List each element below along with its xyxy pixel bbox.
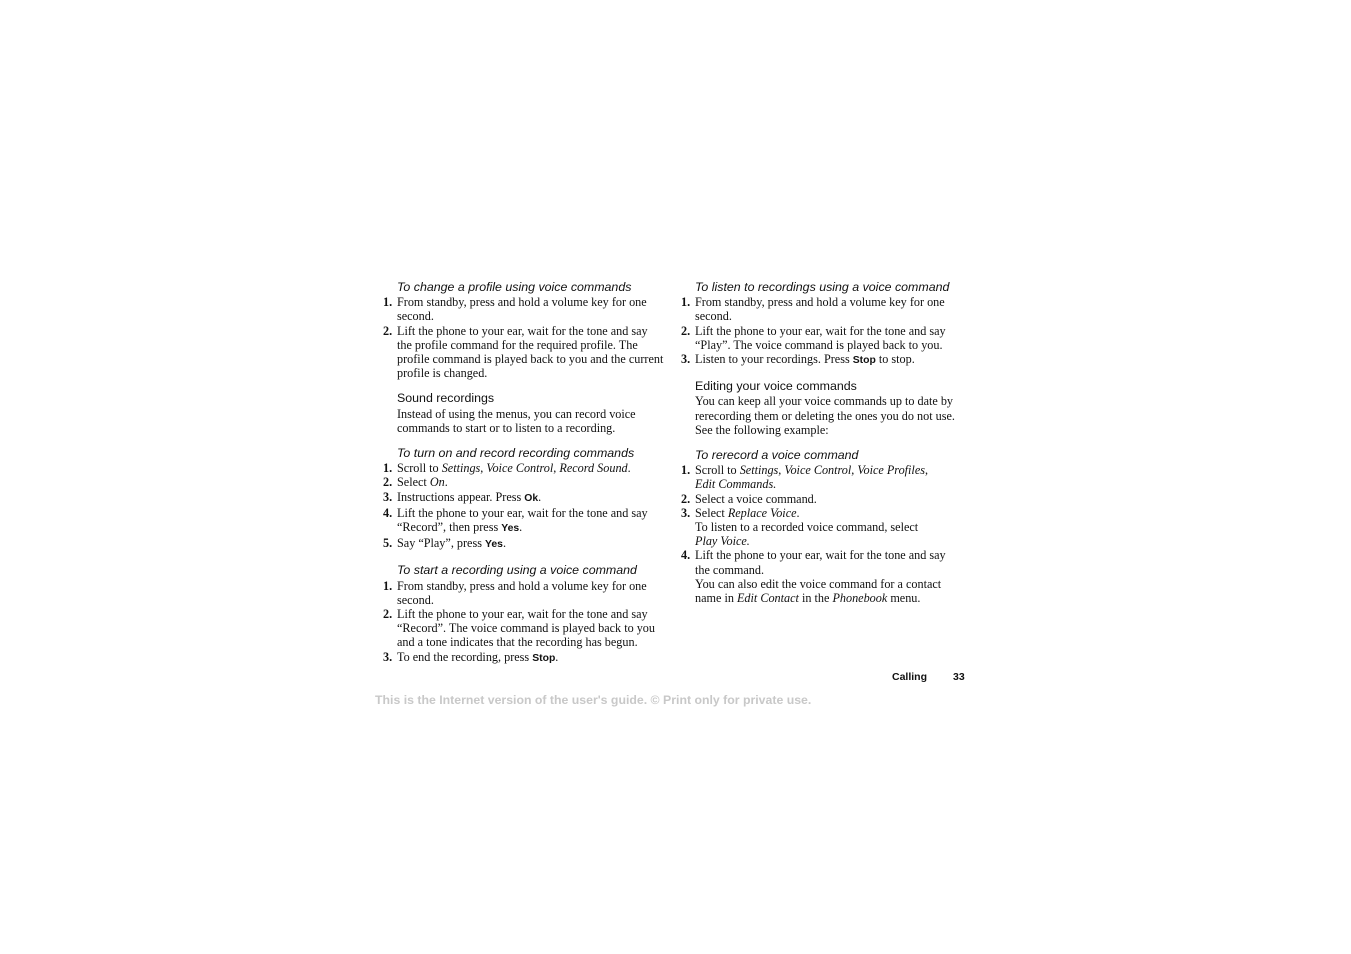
step-number: 2. [681, 491, 691, 506]
menu-item-replace-voice: Replace Voice [727, 505, 797, 520]
step-item [681, 506, 963, 549]
step-number: 3. [681, 505, 691, 520]
step-text: From standby, press and hold a volume key for one second. [695, 295, 945, 324]
step-item [383, 579, 665, 607]
section-rerecord [681, 448, 963, 605]
section-editing-commands [681, 379, 963, 437]
step-text: Scroll to Settings, Voice Control, Voice Profiles, Edit Commands. [695, 463, 929, 492]
step-number: 4. [383, 505, 393, 520]
section-heading: To rerecord a voice command [695, 448, 859, 463]
step-number: 1. [681, 463, 691, 478]
section-sound-recordings [383, 391, 665, 435]
section-heading: Sound recordings [397, 391, 495, 406]
step-number: 3. [681, 352, 691, 367]
section-body: You can keep all your voice commands up to date by rerecording them or deleting the ones you do not use. See the following example: [695, 394, 955, 437]
menu-item-phonebook: Phonebook [832, 591, 888, 606]
menu-item-play-voice: Play Voice [695, 534, 747, 549]
step-text: Lift the phone to your ear, wait for the tone and say “Record”. The voice command is played back to you and a tone indicates that the recording has begun. [397, 607, 655, 650]
step-number: 2. [383, 475, 393, 490]
menu-item-voice-profiles: Voice Profiles [857, 463, 925, 478]
step-item [383, 490, 665, 506]
footer-section-name: Calling [892, 671, 928, 683]
step-item [383, 295, 665, 323]
menu-item-record-sound: Record Sound [559, 461, 628, 476]
step-text: Lift the phone to your ear, wait for the tone and say the profile command for the required profile. The profile command is played back to you and the current profile is changed. [397, 323, 664, 381]
step-text: Listen to your recordings. Press Stop to stop. [695, 352, 915, 367]
section-turn-on-record [383, 446, 665, 552]
step-number: 1. [383, 461, 393, 476]
step-item [681, 352, 963, 368]
left-column [383, 280, 665, 677]
section-heading: To listen to recordings using a voice command [695, 280, 950, 294]
section-change-profile [383, 280, 665, 380]
step-text: From standby, press and hold a volume key for one second. [397, 295, 647, 324]
step-item [681, 463, 963, 491]
step-item [383, 536, 665, 552]
menu-item-settings: Settings [739, 463, 779, 478]
step-number: 4. [681, 548, 691, 563]
step-item [383, 475, 665, 489]
step-number: 5. [383, 536, 393, 551]
section-heading: Editing your voice commands [695, 379, 857, 394]
step-item [383, 461, 665, 475]
step-text: Say “Play”, press Yes. [397, 536, 506, 551]
step-text: To end the recording, press Stop. [397, 649, 559, 664]
step-text: Select On. [397, 475, 448, 490]
step-number: 2. [681, 323, 691, 338]
softkey-yes: Yes [485, 539, 503, 551]
section-heading: To turn on and record recording commands [397, 446, 635, 461]
section-listen-recordings [681, 280, 963, 368]
menu-item-voice-control: Voice Control [784, 463, 852, 478]
watermark-text: This is the Internet version of the user's guide. © Print only for private use. [375, 693, 812, 707]
step-text: Select a voice command. [695, 491, 817, 506]
step-number: 3. [383, 489, 393, 504]
step-item [681, 492, 963, 506]
step-text: Lift the phone to your ear, wait for the tone and say the command. You can also edit the voice command for a contact name in Edit Contact in the Phonebook menu. [695, 548, 946, 606]
softkey-stop: Stop [852, 355, 876, 367]
softkey-yes: Yes [501, 523, 520, 535]
section-body: Instead of using the menus, you can record voice commands to start or to listen to a recording. [397, 406, 636, 435]
step-item [681, 295, 963, 323]
right-column [681, 280, 963, 616]
menu-item-voice-control: Voice Control [486, 461, 554, 476]
step-text: Lift the phone to your ear, wait for the tone and say “Play”. The voice command is played back to you. [695, 323, 946, 352]
step-number: 2. [383, 607, 393, 622]
menu-item-edit-commands: Edit Commands [695, 477, 774, 492]
softkey-stop: Stop [532, 652, 556, 664]
step-number: 3. [383, 649, 393, 664]
step-text: From standby, press and hold a volume key for one second. [397, 578, 647, 607]
menu-item-edit-contact: Edit Contact [736, 591, 799, 606]
step-item [681, 324, 963, 352]
menu-item-settings: Settings [441, 461, 481, 476]
menu-item-on: On [429, 475, 445, 490]
step-item [383, 506, 665, 536]
section-heading: To change a profile using voice commands [397, 280, 632, 294]
step-text: Lift the phone to your ear, wait for the tone and say “Record”, then press Yes. [397, 505, 648, 535]
step-number: 2. [383, 323, 393, 338]
step-number: 1. [681, 295, 691, 310]
section-start-recording [383, 563, 665, 665]
step-item [383, 650, 665, 666]
step-number: 1. [383, 295, 393, 310]
step-item [681, 548, 963, 605]
step-text: Select Replace Voice. To listen to a recorded voice command, select Play Voice. [695, 505, 919, 549]
step-text: Instructions appear. Press Ok. [397, 489, 542, 504]
softkey-ok: Ok [524, 492, 539, 504]
step-text: Scroll to Settings, Voice Control, Record Sound. [397, 461, 631, 476]
step-number: 1. [383, 578, 393, 593]
step-item [383, 607, 665, 650]
section-heading: To start a recording using a voice command [397, 563, 637, 578]
step-item [383, 324, 665, 381]
page-number: 33 [953, 671, 965, 683]
